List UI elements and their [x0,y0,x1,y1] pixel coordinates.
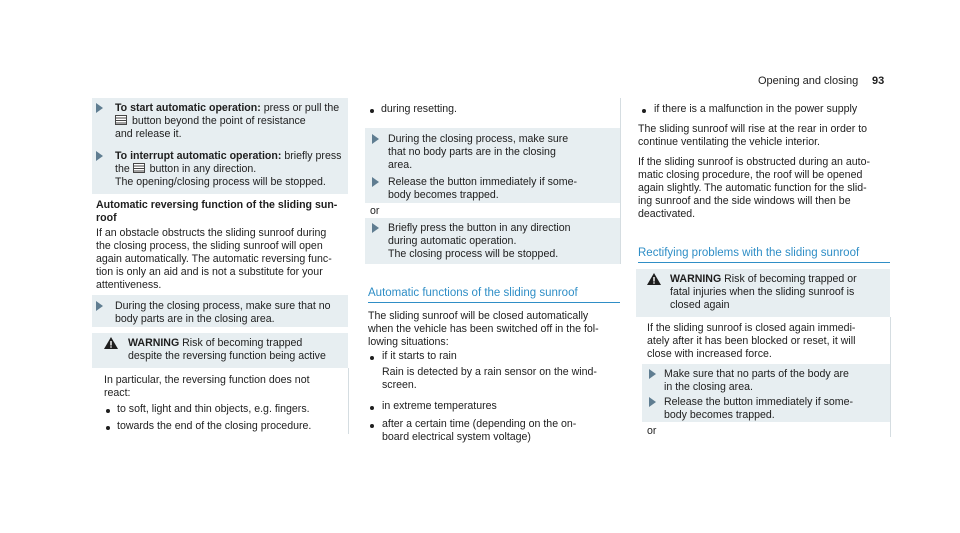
step-briefly-press: Briefly press the button in any direction during automatic operation. The closing process will be stopped. [388,222,571,260]
heading-underline [638,262,890,263]
paragraph-auto-close: The sliding sunroof will be closed automatically when the vehicle has been switched off in the fol- lowing situations: [368,310,599,348]
warning-bullet-2: towards the end of the closing procedure. [117,420,312,432]
step-arrow-icon [96,103,103,113]
warning-bullet-1: to soft, light and thin objects, e.g. fingers. [117,403,310,415]
warning-rule [348,368,349,434]
step-arrow-icon [649,397,656,407]
bullet-dot [370,406,374,410]
bullet-dot [106,426,110,430]
bullet-dot [642,109,646,113]
bullet-dot [370,424,374,428]
step-arrow-icon [372,223,379,233]
warning-text: WARNING Risk of becoming trapped or fatal injuries when the sliding sunroof is closed again [670,273,857,311]
roof-button-icon [133,163,145,173]
bullet-after-time: after a certain time (depending on the on- board electrical system voltage) [382,418,577,443]
step-closing-check: During the closing process, make sure that no body parts are in the closing area. [388,133,569,171]
paragraph-auto-reversing: If an obstacle obstructs the sliding sunroof during the closing process, the sliding sunroof will open again automatically. The automatic reversing func- tion is only an aid and is not a substitute for your attentiveness. [96,227,332,291]
warning-paragraph: If the sliding sunroof is closed again immedi- ately after it has been blocked or reset, it will close with increased force. [647,322,856,360]
or-separator: or [370,205,380,217]
page-number: 93 [872,75,885,87]
bullet-extreme-temps: in extreme temperatures [382,400,497,412]
warning-rule [890,317,891,437]
heading-underline [368,302,620,303]
step-arrow-icon [96,151,103,161]
section-heading-rectifying: Rectifying problems with the sliding sunroof [638,247,860,259]
paragraph-sunroof-rise: The sliding sunroof will rise at the rear in order to continue ventilating the vehicle interior. [638,123,868,148]
bullet-during-resetting: during resetting. [381,103,457,115]
warning-continuation-rule [620,98,621,264]
section-heading-automatic-functions: Automatic functions of the sliding sunroof [368,287,578,299]
step-arrow-icon [96,301,103,311]
bullet-dot [370,356,374,360]
subheading-auto-reversing: Automatic reversing function of the sliding sun- roof [96,199,338,224]
step-arrow-icon [372,134,379,144]
step-arrow-icon [649,369,656,379]
warning-text: WARNING Risk of becoming trapped despite the reversing function being active [128,337,326,362]
step-no-body-parts: During the closing process, make sure that no body parts are in the closing area. [115,300,331,325]
warning-intro: In particular, the reversing function does not react: [104,374,310,399]
bullet-power-supply: if there is a malfunction in the power supply [654,103,858,115]
or-separator: or [647,425,657,437]
roof-button-icon [115,115,127,125]
step-release-button: Release the button immediately if some- body becomes trapped. [388,176,578,201]
bullet-dot [106,409,110,413]
warning-icon [647,273,661,285]
step-interrupt-auto: To interrupt automatic operation: briefly press the button in any direction. The opening/closing process will be stopped. [115,150,342,188]
bullet-rain: if it starts to rain Rain is detected by a rain sensor on the wind- screen. [382,350,597,391]
bullet-dot [370,109,374,113]
paragraph-obstruction: If the sliding sunroof is obstructed during an auto- matic closing procedure, the roof will be opened again slightly. The automatic function for the slid- ing sunroof and the side windows will then be deactivated. [638,156,871,220]
step-release-button: Release the button immediately if some- body becomes trapped. [664,396,854,421]
step-arrow-icon [372,177,379,187]
running-header: Opening and closing [758,75,859,87]
warning-icon [104,337,118,349]
step-no-body-parts: Make sure that no parts of the body are in the closing area. [664,368,849,393]
step-start-auto: To start automatic operation: press or pull the button beyond the point of resistance and release it. [115,102,340,140]
